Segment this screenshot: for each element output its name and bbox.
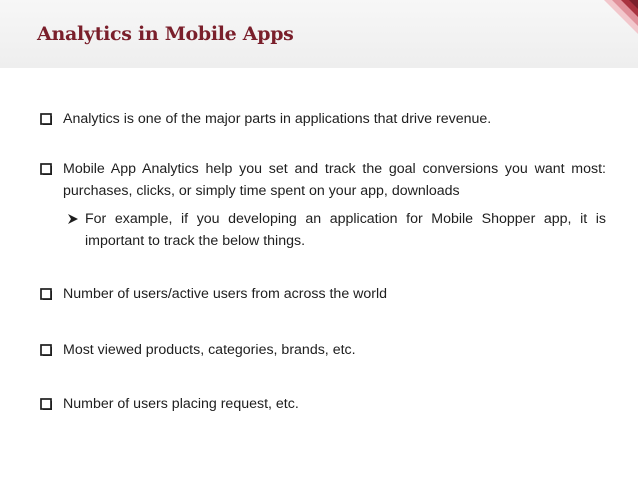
bullet-text: Number of users/active users from across the world <box>63 286 388 302</box>
arrowhead-bullet-icon <box>67 213 79 225</box>
bullet-item <box>40 339 606 361</box>
slide-header <box>0 0 638 68</box>
corner-decoration-icon <box>588 0 638 34</box>
hollow-square-bullet-icon <box>40 288 52 300</box>
slide-title: Analytics in Mobile Apps <box>37 23 294 45</box>
bullet-item <box>40 283 606 305</box>
hollow-square-bullet-icon <box>40 163 52 175</box>
bullet-text: Number of users placing request, etc. <box>63 396 299 412</box>
hollow-square-bullet-icon <box>40 113 52 125</box>
bullet-text: Analytics is one of the major parts in applications that drive revenue. <box>63 111 492 127</box>
bullet-item <box>40 108 606 130</box>
hollow-square-bullet-icon <box>40 398 52 410</box>
bullet-text: Most viewed products, categories, brands, etc. <box>63 342 356 358</box>
bullet-item <box>40 158 606 202</box>
hollow-square-bullet-icon <box>40 344 52 356</box>
bullet-item <box>40 393 606 415</box>
bullet-text: Mobile App Analytics help you set and track the goal conversions you want most: purchases, clicks, or simply time spent on your app, downloads <box>63 161 606 199</box>
sub-bullet-item <box>67 208 606 252</box>
sub-bullet-text: For example, if you developing an application for Mobile Shopper app, it is important to track the below things. <box>85 211 606 249</box>
